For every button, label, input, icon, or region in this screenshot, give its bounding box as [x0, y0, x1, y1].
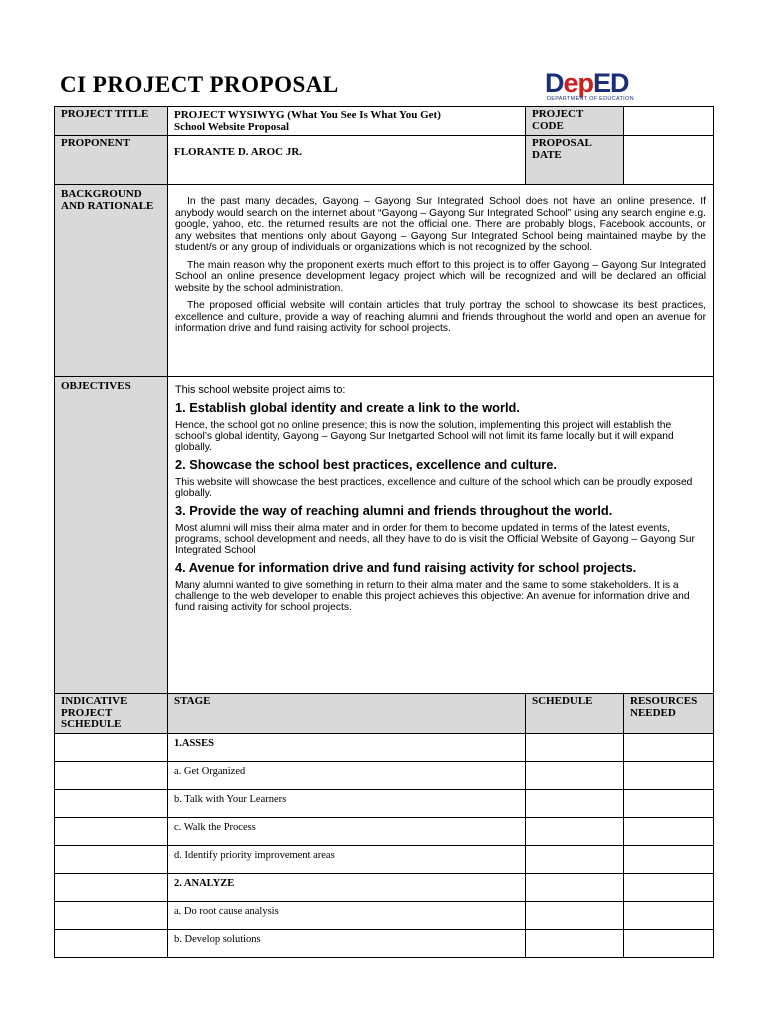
- schedule-cell: [526, 761, 624, 789]
- resources-cell: [624, 845, 714, 873]
- schedule-stage: 2. ANALYZE: [168, 873, 526, 901]
- schedule-cell: [526, 817, 624, 845]
- schedule-cell: [526, 873, 624, 901]
- deped-logo: [545, 70, 635, 104]
- schedule-stage: c. Walk the Process: [168, 817, 526, 845]
- project-title-line2: School Website Proposal: [174, 121, 290, 133]
- objective-2-text: This website will showcase the best practices, excellence and culture of the school which can be proudly exposed globally.: [175, 477, 693, 499]
- schedule-stage: a. Do root cause analysis: [168, 901, 526, 929]
- schedule-row-blank: [55, 873, 168, 901]
- resources-column-header: RESOURCES NEEDED: [624, 694, 714, 734]
- schedule-header-row: [55, 694, 714, 734]
- schedule-row-blank: [55, 761, 168, 789]
- resources-cell: [624, 761, 714, 789]
- schedule-row: [55, 845, 714, 873]
- schedule-cell: [526, 733, 624, 761]
- objective-3-text: Most alumni will miss their alma mater and in order for them to become updated in terms of the latest events, programs, school development and needs, all they have to do is visit the Official Website of Gayong – Gayong Sur Integrated School: [175, 523, 695, 556]
- schedule-row-blank: [55, 733, 168, 761]
- deped-logo-subtitle: DEPARTMENT OF EDUCATION: [547, 96, 634, 102]
- resources-cell: [624, 901, 714, 929]
- background-row: [55, 185, 714, 377]
- schedule-label: INDICATIVE PROJECT SCHEDULE: [55, 694, 168, 734]
- schedule-row-blank: [55, 789, 168, 817]
- schedule-row-blank: [55, 817, 168, 845]
- schedule-row: [55, 873, 714, 901]
- background-paragraph-3: The proposed official website will contain articles that truly portray the school to showcase its best practices, excellence and culture, provide a way of reaching alumni and friends throughout the world and open an avenue for information drive and fund raising activity for school projects.: [175, 300, 706, 334]
- project-title-value: [168, 107, 526, 136]
- schedule-stage: b. Develop solutions: [168, 929, 526, 957]
- proponent-label: PROPONENT: [55, 136, 168, 185]
- schedule-cell: [526, 901, 624, 929]
- proponent-value: FLORANTE D. AROC JR.: [168, 136, 526, 185]
- project-code-value: [624, 107, 714, 136]
- schedule-row: [55, 761, 714, 789]
- background-paragraph-1: In the past many decades, Gayong – Gayong Sur Integrated School does not have an online presence. If anybody would search on the internet about “Gayong – Gayong Sur Integrated School” using any search engine e.g. google, yahoo, etc. the returned results are not the official one. There are probably blogs, Facebook accounts, or any websites that mentions only about Gayong – Gayong Sur Integrated School being maintained maybe by the student/s or any group of individuals or organizations which is not recognized by the school.: [175, 196, 706, 253]
- proposal-table: [54, 106, 714, 958]
- schedule-row-blank: [55, 929, 168, 957]
- background-paragraph-2: The main reason why the proponent exerts much effort to this project is to offer Gayong – Gayong Sur Integrated School an online presence development legacy project which will be recognized and will be declared an official website by the school administration.: [175, 259, 706, 294]
- stage-column-header: STAGE: [168, 694, 526, 734]
- objective-2-heading: 2. Showcase the school best practices, excellence and culture.: [175, 457, 557, 472]
- schedule-cell: [526, 845, 624, 873]
- resources-cell: [624, 789, 714, 817]
- objective-1-heading: 1. Establish global identity and create a link to the world.: [175, 400, 520, 415]
- objectives-label: OBJECTIVES: [55, 377, 168, 694]
- schedule-column-header: SCHEDULE: [526, 694, 624, 734]
- document-title: CI PROJECT PROPOSAL: [60, 72, 339, 97]
- resources-cell: [624, 929, 714, 957]
- project-code-label: PROJECT CODE: [526, 107, 624, 136]
- schedule-stage: b. Talk with Your Learners: [168, 789, 526, 817]
- objectives-intro: This school website project aims to:: [175, 384, 346, 396]
- proposal-date-value: [624, 136, 714, 185]
- schedule-row-blank: [55, 901, 168, 929]
- project-title-label: PROJECT TITLE: [55, 107, 168, 136]
- proposal-date-label: PROPOSAL DATE: [526, 136, 624, 185]
- schedule-row: [55, 901, 714, 929]
- background-content: [168, 185, 714, 377]
- background-label: BACKGROUND AND RATIONALE: [55, 185, 168, 377]
- deped-logo-wordmark: DepED: [545, 68, 629, 98]
- schedule-row: [55, 817, 714, 845]
- schedule-row-blank: [55, 845, 168, 873]
- project-title-line1: PROJECT WYSIWYG (What You See Is What You Get): [174, 109, 441, 121]
- objectives-row: [55, 377, 714, 694]
- objective-4-heading: 4. Avenue for information drive and fund raising activity for school projects.: [175, 560, 637, 575]
- objectives-content: [168, 377, 714, 694]
- resources-cell: [624, 817, 714, 845]
- schedule-stage: a. Get Organized: [168, 761, 526, 789]
- schedule-row: [55, 789, 714, 817]
- project-title-row: [55, 107, 714, 136]
- schedule-stage: 1.ASSES: [168, 733, 526, 761]
- objective-1-text: Hence, the school got no online presence; this is now the solution, implementing this project will establish the school’s global identity, Gayong – Gayong Sur Inetgarted School will not limit its fame locally but it will expand globally.: [175, 420, 674, 453]
- proponent-row: [55, 136, 714, 185]
- schedule-row: [55, 733, 714, 761]
- schedule-row: [55, 929, 714, 957]
- schedule-cell: [526, 789, 624, 817]
- resources-cell: [624, 873, 714, 901]
- schedule-cell: [526, 929, 624, 957]
- objective-3-heading: 3. Provide the way of reaching alumni and friends throughout the world.: [175, 503, 613, 518]
- schedule-stage: d. Identify priority improvement areas: [168, 845, 526, 873]
- objective-4-text: Many alumni wanted to give something in return to their alma mater and the same to some stakeholders. It is a challenge to the web developer to enable this project achieves this objective: An avenue for information drive and fund raising activity for school projects.: [175, 580, 690, 613]
- resources-cell: [624, 733, 714, 761]
